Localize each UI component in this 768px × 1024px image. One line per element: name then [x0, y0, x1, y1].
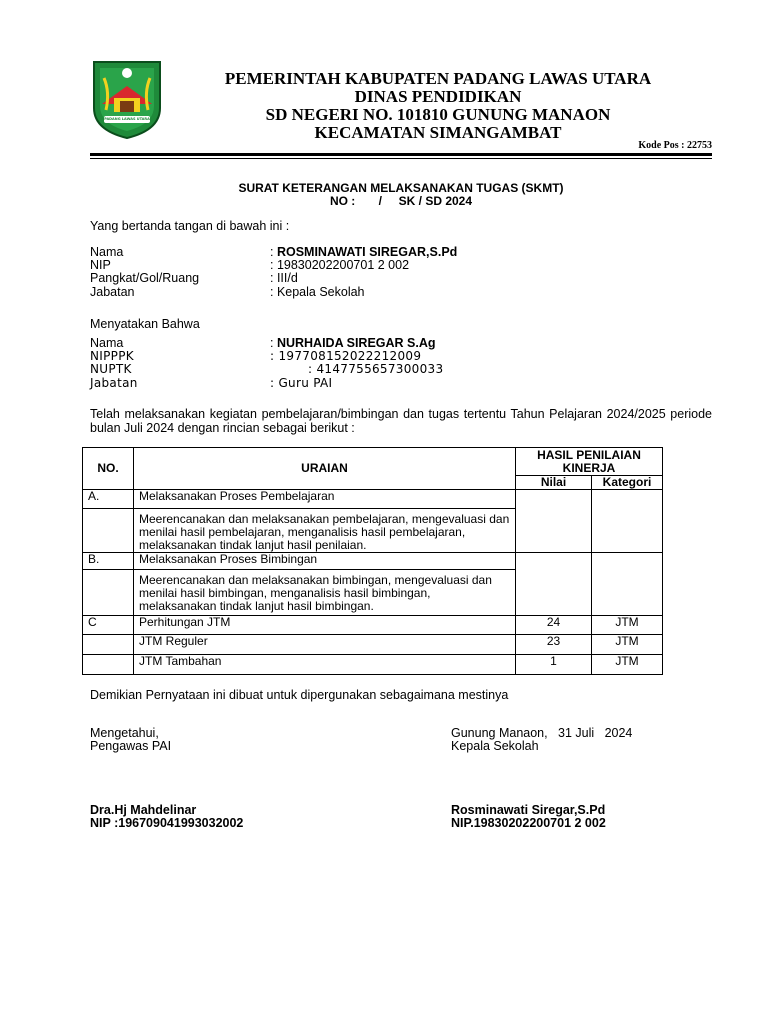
row-category: JTM [592, 635, 663, 655]
signer-rank-label: Pangkat/Gol/Ruang [90, 271, 200, 285]
signer-rank-value: : III/d [270, 271, 298, 285]
row-description: JTM Reguler [134, 635, 516, 655]
header-district: KECAMATAN SIMANGAMBAT [314, 123, 562, 142]
row-no [83, 509, 134, 553]
signer-name-value: : ROSMINAWATI SIREGAR,S.Pd [270, 245, 458, 259]
table-row [83, 635, 663, 655]
header-assessment: HASIL PENILAIAN KINERJA [516, 448, 663, 476]
row-category [592, 490, 663, 553]
table-row [83, 490, 663, 509]
header-government: PEMERINTAH KABUPATEN PADANG LAWAS UTARA [224, 69, 652, 88]
statement-text: Menyatakan Bahwa [90, 317, 200, 331]
row-description: Perhitungan JTM [134, 616, 516, 635]
row-no [83, 570, 134, 616]
header-description: URAIAN [134, 448, 516, 490]
period-paragraph: Telah melaksanakan kegiatan pembelajaran/bimbingan dan tugas tertentu Tahun Pelajaran 2024/2025 periode bulan Juli 2024 dengan rincian sebagai berikut : [90, 407, 712, 435]
row-description: Meerencanakan dan melaksanakan pembelajaran, mengevaluasi dan menilai hasil pembelajaran, menganalisis hasil pembelajaran, melaksanakan tindak lanjut hasil penilaian. [134, 509, 516, 553]
left-signer-name: Dra.Hj Mahdelinar [90, 803, 197, 817]
row-score: 1 [516, 655, 592, 675]
left-signer-nip: NIP :196709041993032002 [90, 816, 244, 830]
header-school: SD NEGERI NO. 101810 GUNUNG MANAON [265, 105, 611, 124]
header-category: Kategori [592, 476, 663, 490]
header-score: Nilai [516, 476, 592, 490]
signer-position-value: : Kepala Sekolah [270, 285, 365, 299]
signer-name-label: Nama [90, 245, 124, 259]
intro-text: Yang bertanda tangan di bawah ini : [90, 219, 290, 233]
row-score: 24 [516, 616, 592, 635]
signer-name: ROSMINAWATI SIREGAR,S.Pd [276, 245, 458, 259]
row-score [516, 490, 592, 553]
subject-nuptk-label: NUPTK [90, 362, 132, 376]
row-description: Meerencanakan dan melaksanakan bimbingan, mengevaluasi dan menilai hasil bimbingan, menganalisis hasil bimbingan, melaksanakan tindak lanjut hasil bimbingan. [134, 570, 516, 616]
header-rule-thin [90, 158, 712, 159]
row-category [592, 553, 663, 616]
postal-code: Kode Pos : 22753 [638, 140, 712, 151]
subject-nipppk-label: NIPPPK [90, 349, 134, 363]
subject-nipppk-value: : 197708152022212009 [270, 349, 422, 363]
right-signer-name: Rosminawati Siregar,S.Pd [451, 803, 606, 817]
row-description: Melaksanakan Proses Pembelajaran [134, 490, 516, 509]
table-row [83, 616, 663, 635]
row-score: 23 [516, 635, 592, 655]
row-no [83, 655, 134, 675]
row-no: B. [83, 553, 134, 570]
header-no: NO. [83, 448, 134, 490]
row-description: Melaksanakan Proses Bimbingan [134, 553, 516, 570]
left-role: Pengawas PAI [90, 739, 172, 753]
document-title: SURAT KETERANGAN MELAKSANAKAN TUGAS (SKMT) [238, 181, 564, 195]
table-row [83, 553, 663, 570]
logo-text: PADANG LAWAS UTARA [104, 117, 150, 121]
row-category: JTM [592, 616, 663, 635]
document-number: NO : / SK / SD 2024 [329, 194, 473, 208]
row-no: A. [83, 490, 134, 509]
place-date: Gunung Manaon, 31 Juli 2024 [451, 726, 633, 740]
subject-position-value: : Guru PAI [270, 376, 333, 390]
signer-nip-label: NIP [90, 258, 111, 272]
row-description: JTM Tambahan [134, 655, 516, 675]
regency-logo [90, 58, 164, 140]
table-row [83, 655, 663, 675]
left-acknowledge: Mengetahui, [90, 726, 159, 740]
signer-position-label: Jabatan [90, 285, 135, 299]
subject-name-label: Nama [90, 336, 124, 350]
performance-table [82, 447, 663, 675]
row-score [516, 553, 592, 616]
subject-name: NURHAIDA SIREGAR S.Ag [276, 336, 436, 350]
subject-nuptk-value: : 4147755657300033 [308, 362, 444, 376]
closing-text: Demikian Pernyataan ini dibuat untuk dipergunakan sebagaimana mestinya [90, 688, 509, 702]
right-signer-nip: NIP.19830202200701 2 002 [451, 816, 606, 830]
header-department: DINAS PENDIDIKAN [354, 87, 522, 106]
header-rule-thick [90, 153, 712, 156]
subject-position-label: Jabatan [90, 376, 138, 390]
subject-name-value: : NURHAIDA SIREGAR S.Ag [270, 336, 436, 350]
row-no: C [83, 616, 134, 635]
signer-nip-value: : 19830202200701 2 002 [270, 258, 410, 272]
right-role: Kepala Sekolah [451, 739, 539, 753]
row-no [83, 635, 134, 655]
row-category: JTM [592, 655, 663, 675]
